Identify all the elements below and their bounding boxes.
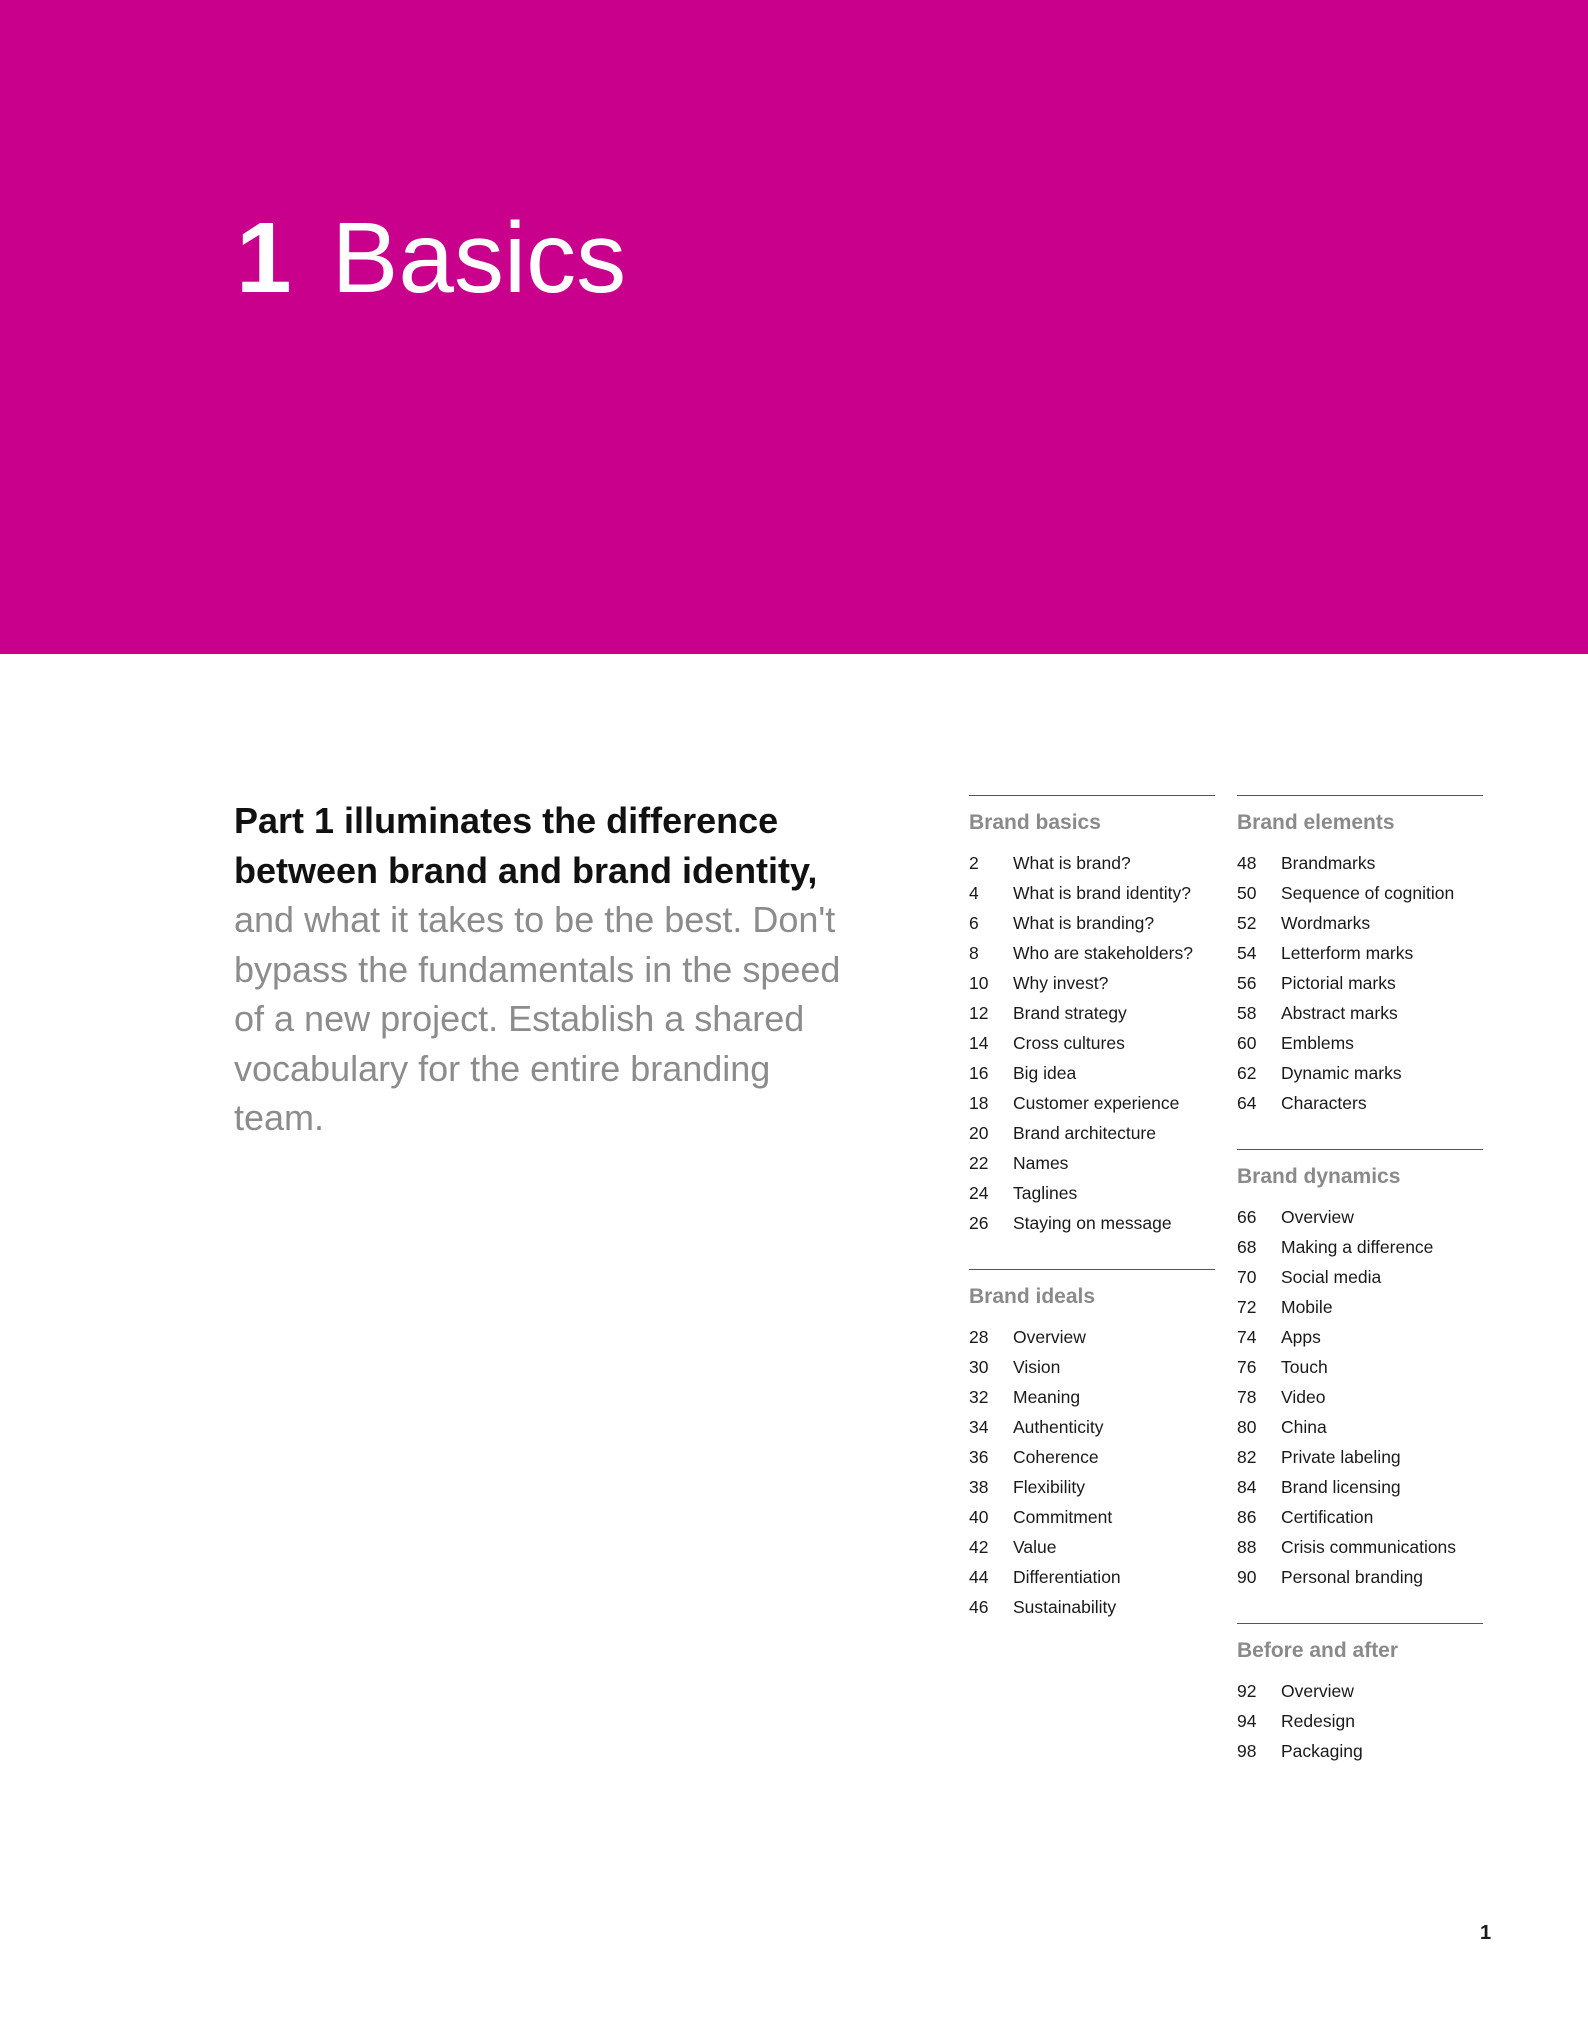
toc-page-number: 44 [969, 1567, 989, 1587]
toc-entry[interactable] [1237, 968, 1483, 998]
toc-entry-title: What is brand identity? [1013, 883, 1192, 903]
toc-entry-title: Letterform marks [1281, 943, 1414, 963]
toc-page-number: 98 [1237, 1741, 1257, 1761]
toc-entry-title: Private labeling [1281, 1447, 1401, 1467]
toc-page-number: 80 [1237, 1417, 1257, 1437]
toc-entry-title: Vision [1013, 1357, 1061, 1377]
toc-entry-title: What is branding? [1013, 913, 1155, 933]
toc-page-number: 60 [1237, 1033, 1257, 1053]
toc-entry[interactable] [1237, 1382, 1483, 1412]
toc-list [1237, 840, 1483, 1118]
page-number: 1 [1480, 1922, 1492, 1944]
toc-entry-title: Personal branding [1281, 1567, 1424, 1587]
toc-entry-title: Video [1281, 1387, 1326, 1407]
toc-entry[interactable] [969, 1088, 1215, 1118]
toc-column-left [969, 795, 1215, 1622]
toc-entry-title: Customer experience [1013, 1093, 1180, 1113]
toc-entry[interactable] [969, 1532, 1215, 1562]
toc-entry-title: Differentiation [1013, 1567, 1121, 1587]
toc-page-number: 86 [1237, 1507, 1257, 1527]
toc-page-number: 54 [1237, 943, 1257, 963]
toc-entry[interactable] [969, 998, 1215, 1028]
toc-entry-title: Value [1013, 1537, 1057, 1557]
toc-entry[interactable] [969, 1322, 1215, 1352]
toc-entry-title: What is brand? [1013, 853, 1131, 873]
toc-entry-title: Overview [1281, 1207, 1354, 1227]
toc-section-before-and-after [1237, 1623, 1483, 1766]
toc-page-number: 84 [1237, 1477, 1257, 1497]
toc-page-number: 58 [1237, 1003, 1257, 1023]
toc-entry-title: Brand architecture [1013, 1123, 1156, 1143]
toc-entry[interactable] [1237, 848, 1483, 878]
toc-page-number: 92 [1237, 1681, 1257, 1701]
toc-entry[interactable] [1237, 1442, 1483, 1472]
intro-body: and what it takes to be the best. Don't bypass the fundamentals in the speed of a new project. Establish a shared vocabulary for the entire branding team. [234, 899, 841, 1138]
toc-entry-title: Brandmarks [1281, 853, 1376, 873]
toc-entry[interactable] [1237, 1706, 1483, 1736]
toc-entry[interactable] [1237, 908, 1483, 938]
toc-entry[interactable] [969, 1472, 1215, 1502]
toc-entry-title: Coherence [1013, 1447, 1099, 1467]
toc-page-number: 10 [969, 973, 989, 993]
toc-entry[interactable] [1237, 1676, 1483, 1706]
toc-entry-title: Overview [1013, 1327, 1086, 1347]
toc-entry[interactable] [1237, 1352, 1483, 1382]
intro-lead: Part 1 illuminates the difference between brand and brand identity, [234, 800, 818, 891]
toc-entry-title: Names [1013, 1153, 1069, 1173]
toc-entry-title: Redesign [1281, 1711, 1355, 1731]
toc-page-number: 74 [1237, 1327, 1257, 1347]
toc-entry-title: Staying on message [1013, 1213, 1172, 1233]
toc-page-number: 68 [1237, 1237, 1257, 1257]
toc-list [1237, 1668, 1483, 1766]
toc-page-number: 70 [1237, 1267, 1257, 1287]
toc-entry[interactable] [1237, 1322, 1483, 1352]
toc-page-number: 78 [1237, 1387, 1257, 1407]
toc-entry[interactable] [969, 938, 1215, 968]
toc-entry-title: Packaging [1281, 1741, 1363, 1761]
toc-list [969, 840, 1215, 1238]
toc-entry-title: China [1281, 1417, 1327, 1437]
toc-entry-title: Why invest? [1013, 973, 1109, 993]
toc-page-number: 88 [1237, 1537, 1257, 1557]
toc-entry[interactable] [969, 1382, 1215, 1412]
toc-page-number: 12 [969, 1003, 989, 1023]
toc-entry-title: Flexibility [1013, 1477, 1085, 1497]
chapter-number: 1 [236, 202, 292, 314]
toc-entry-title: Wordmarks [1281, 913, 1371, 933]
toc-entry-title: Brand licensing [1281, 1477, 1401, 1497]
toc-entry[interactable] [969, 1028, 1215, 1058]
toc-page-number: 48 [1237, 853, 1257, 873]
toc-page-number: 76 [1237, 1357, 1257, 1377]
chapter-title [236, 198, 626, 318]
toc-entry[interactable] [969, 1502, 1215, 1532]
toc-entry[interactable] [969, 1118, 1215, 1148]
toc-entry[interactable] [1237, 1058, 1483, 1088]
toc-page-number: 82 [1237, 1447, 1257, 1467]
toc-page-number: 46 [969, 1597, 989, 1617]
toc-entry-title: Brand strategy [1013, 1003, 1127, 1023]
chapter-name: Basics [331, 202, 627, 314]
toc-entry[interactable] [1237, 1088, 1483, 1118]
toc-section-brand-dynamics [1237, 1149, 1483, 1592]
toc-page-number: 18 [969, 1093, 989, 1113]
toc-page-number: 42 [969, 1537, 989, 1557]
toc-entry[interactable] [969, 1148, 1215, 1178]
toc-page-number: 66 [1237, 1207, 1257, 1227]
toc-entry[interactable] [969, 1178, 1215, 1208]
toc-entry[interactable] [969, 1412, 1215, 1442]
toc-entry-title: Crisis communications [1281, 1537, 1457, 1557]
toc-page-number: 6 [969, 913, 979, 933]
toc-page-number: 40 [969, 1507, 989, 1527]
toc-page-number: 94 [1237, 1711, 1257, 1731]
toc-entry-title: Characters [1281, 1093, 1367, 1113]
toc-page-number: 2 [969, 853, 979, 873]
toc-section-brand-ideals [969, 1269, 1215, 1622]
toc-entry-title: Making a difference [1281, 1237, 1434, 1257]
toc-entry[interactable] [1237, 1292, 1483, 1322]
toc-entry-title: Emblems [1281, 1033, 1354, 1053]
toc-entry-title: Mobile [1281, 1297, 1333, 1317]
toc-entry-title: Meaning [1013, 1387, 1081, 1407]
toc-entry-title: Certification [1281, 1507, 1374, 1527]
toc-section-heading: Brand elements [1237, 811, 1395, 834]
toc-entry-title: Social media [1281, 1267, 1382, 1287]
toc-page-number: 52 [1237, 913, 1257, 933]
toc-page-number: 32 [969, 1387, 989, 1407]
toc-page-number: 50 [1237, 883, 1257, 903]
toc-page-number: 30 [969, 1357, 989, 1377]
toc-entry[interactable] [1237, 1532, 1483, 1562]
toc-page-number: 22 [969, 1153, 989, 1173]
toc-section-brand-elements [1237, 795, 1483, 1118]
toc-entry-title: Pictorial marks [1281, 973, 1396, 993]
toc-section-heading: Brand basics [969, 811, 1101, 834]
toc-entry[interactable] [969, 1352, 1215, 1382]
toc-entry[interactable] [969, 968, 1215, 998]
toc-entry[interactable] [1237, 1028, 1483, 1058]
toc-page-number: 8 [969, 943, 979, 963]
toc-entry[interactable] [969, 908, 1215, 938]
toc-entry-title: Who are stakeholders? [1013, 943, 1193, 963]
toc-section-heading: Brand ideals [969, 1285, 1096, 1308]
toc-entry[interactable] [969, 848, 1215, 878]
toc-page-number: 28 [969, 1327, 989, 1347]
toc-entry[interactable] [1237, 998, 1483, 1028]
toc-entry[interactable] [1237, 1202, 1483, 1232]
toc-entry[interactable] [1237, 1736, 1483, 1766]
toc-entry[interactable] [1237, 1412, 1483, 1442]
toc-entry[interactable] [969, 1208, 1215, 1238]
toc-page-number: 26 [969, 1213, 989, 1233]
toc-page-number: 16 [969, 1063, 989, 1083]
toc-column-right [1237, 795, 1483, 1766]
toc-entry[interactable] [969, 1592, 1215, 1622]
toc-entry-title: Abstract marks [1281, 1003, 1398, 1023]
toc-entry-title: Overview [1281, 1681, 1354, 1701]
toc-entry[interactable] [969, 1562, 1215, 1592]
toc-page-number: 90 [1237, 1567, 1257, 1587]
toc-entry[interactable] [1237, 1502, 1483, 1532]
toc-entry-title: Authenticity [1013, 1417, 1104, 1437]
toc-page-number: 20 [969, 1123, 989, 1143]
toc-entry[interactable] [1237, 938, 1483, 968]
toc-list [1237, 1194, 1483, 1592]
toc-entry[interactable] [1237, 1262, 1483, 1292]
toc-entry-title: Big idea [1013, 1063, 1077, 1083]
toc-entry-title: Cross cultures [1013, 1033, 1125, 1053]
toc-entry[interactable] [969, 1058, 1215, 1088]
toc-page-number: 62 [1237, 1063, 1257, 1083]
toc-page-number: 34 [969, 1417, 989, 1437]
toc-page-number: 72 [1237, 1297, 1257, 1317]
toc-page-number: 14 [969, 1033, 989, 1053]
toc-entry[interactable] [1237, 878, 1483, 908]
toc-section-heading: Brand dynamics [1237, 1165, 1401, 1188]
toc-entry[interactable] [969, 878, 1215, 908]
toc-page-number: 36 [969, 1447, 989, 1467]
toc-entry[interactable] [969, 1442, 1215, 1472]
toc-page-number: 38 [969, 1477, 989, 1497]
toc-entry[interactable] [1237, 1562, 1483, 1592]
intro-paragraph [234, 796, 854, 1143]
toc-page-number: 64 [1237, 1093, 1257, 1113]
toc-page-number: 24 [969, 1183, 989, 1203]
toc-page-number: 4 [969, 883, 979, 903]
toc-section-heading: Before and after [1237, 1639, 1399, 1662]
toc-entry[interactable] [1237, 1472, 1483, 1502]
toc-entry-title: Taglines [1013, 1183, 1078, 1203]
toc-entry-title: Dynamic marks [1281, 1063, 1402, 1083]
toc-entry-title: Apps [1281, 1327, 1321, 1347]
toc-page-number: 56 [1237, 973, 1257, 993]
toc-section-brand-basics [969, 795, 1215, 1238]
toc-list [969, 1314, 1215, 1622]
toc-entry-title: Commitment [1013, 1507, 1113, 1527]
toc-entry-title: Sequence of cognition [1281, 883, 1455, 903]
toc-entry-title: Touch [1281, 1357, 1328, 1377]
toc-entry[interactable] [1237, 1232, 1483, 1262]
toc-entry-title: Sustainability [1013, 1597, 1117, 1617]
chapter-banner [0, 0, 1588, 654]
